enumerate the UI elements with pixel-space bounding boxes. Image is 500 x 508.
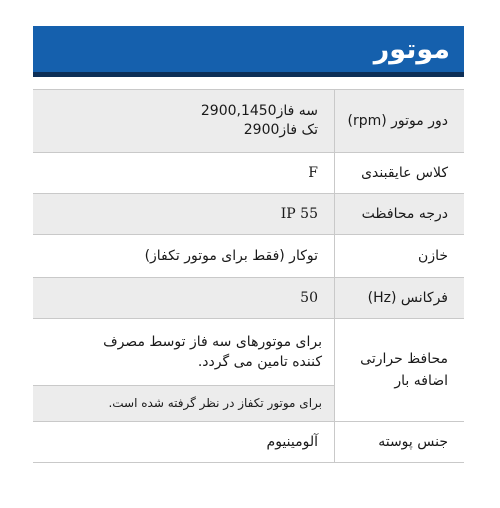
- row-capacitor: [33, 235, 464, 278]
- label-insulation-class: کلاس عایقبندی: [334, 153, 464, 193]
- value-three-phase-speed: سه فاز2900,1450: [200, 103, 318, 119]
- label-motor-speed: دور موتور (rpm): [334, 90, 464, 152]
- label-housing-material: جنس پوسته: [334, 422, 464, 462]
- row-thermal-protection: [33, 319, 464, 422]
- value-frequency: 50: [300, 289, 318, 306]
- label-frequency: فرکانس (Hz): [334, 278, 464, 318]
- value-housing-material: آلومینیوم: [266, 433, 318, 450]
- row-housing-material: [33, 422, 464, 462]
- row-protection-degree: [33, 194, 464, 235]
- value-motor-speed: [33, 90, 334, 152]
- value-single-phase-speed: تک فاز2900: [243, 122, 318, 138]
- spec-card: [33, 26, 464, 463]
- label-capacitor: خازن: [334, 235, 464, 277]
- label-protection-degree: درجه محافظت: [334, 194, 464, 234]
- row-motor-speed: [33, 90, 464, 153]
- value-single-phase-note: برای موتور تکفاز در نظر گرفته شده است.: [33, 385, 334, 421]
- value-three-phase-line2: کننده تامین می گردد.: [197, 354, 322, 370]
- section-title: موتور: [373, 33, 450, 65]
- value-insulation-class: F: [308, 164, 318, 181]
- row-frequency: [33, 278, 464, 319]
- section-header: [33, 26, 464, 77]
- value-thermal-protection: [33, 319, 334, 421]
- label-thermal-protection: [334, 319, 464, 421]
- spec-table: [33, 89, 464, 463]
- value-three-phase-protection: [33, 320, 334, 385]
- row-insulation-class: [33, 153, 464, 194]
- value-capacitor: توکار (فقط برای موتور تکفاز): [144, 247, 318, 264]
- label-thermal-protection-line2: اضافه بار: [394, 373, 448, 389]
- value-protection-degree: IP 55: [280, 205, 318, 222]
- label-thermal-protection-line1: محافظ حرارتی: [360, 351, 448, 367]
- value-three-phase-line1: برای موتورهای سه فاز توسط مصرف: [103, 334, 322, 350]
